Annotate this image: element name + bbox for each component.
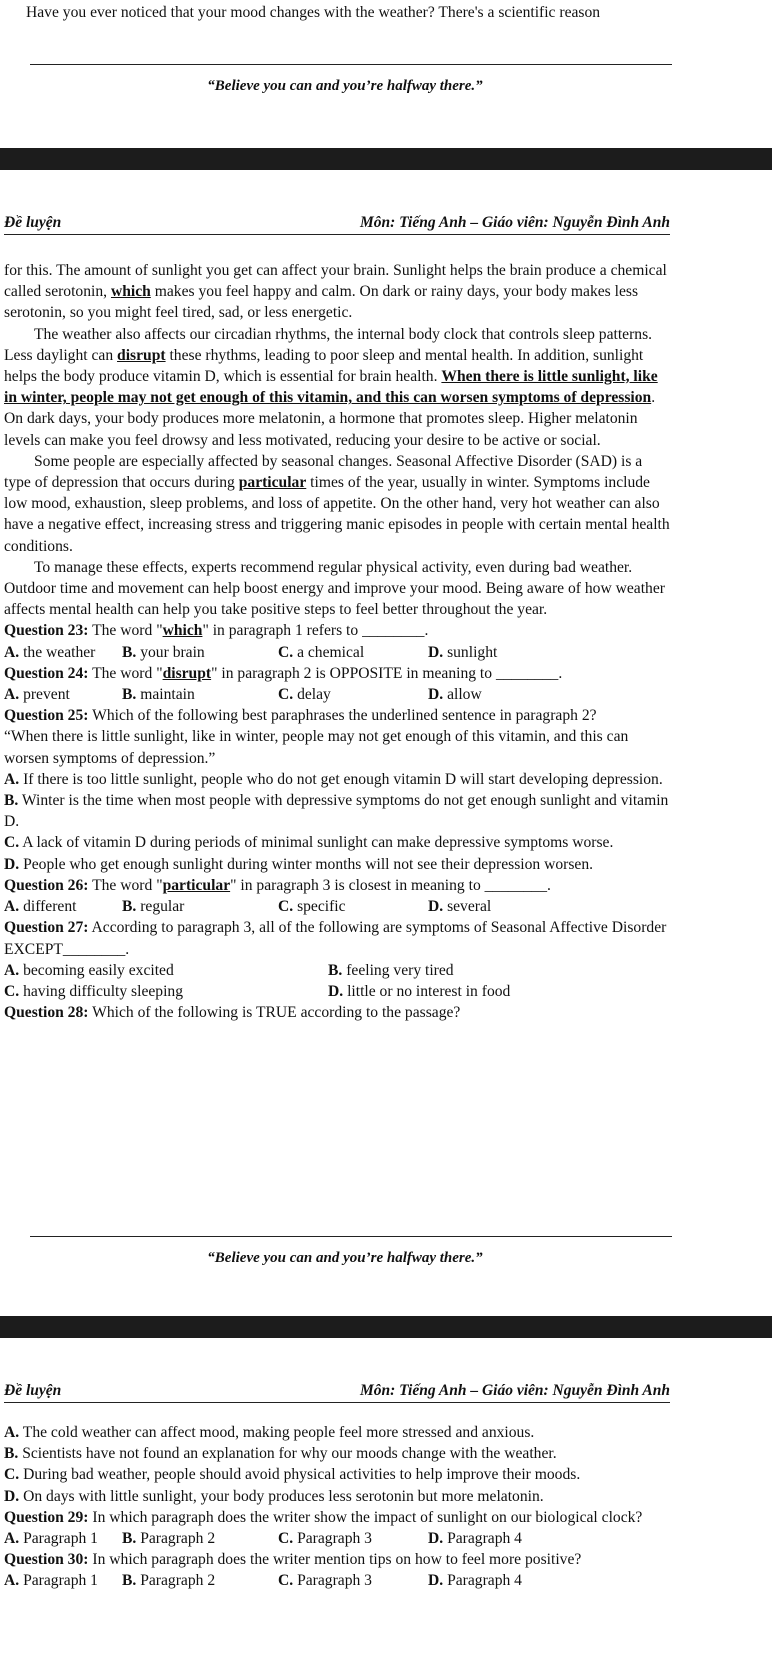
question-25: Question 25: Which of the following best paraphrases the underlined sentence in paragraph 2?	[4, 707, 597, 725]
option-d[interactable]: D. People who get enough sunlight during winter months will not see their depression worsen.	[4, 855, 594, 873]
option-a[interactable]: A. becoming easily excited	[4, 961, 174, 979]
option-b[interactable]: B. feeling very tired	[328, 961, 454, 979]
option-d[interactable]: D. On days with little sunlight, your body produces less serotonin but more melatonin.	[4, 1487, 544, 1505]
option-d[interactable]: D. sunlight	[428, 643, 498, 661]
question-25-quote: “When there is little sunlight, like in winter, people may not get enough of this vitamin, and this can worsen symptoms of depression.”	[4, 728, 629, 767]
underlined-sentence: When there is little sunlight, like in winter, people may not get enough of this vitamin, and this can worsen symptoms of depression	[4, 368, 658, 407]
option-a[interactable]: A. The cold weather can affect mood, making people feel more stressed and anxious.	[4, 1424, 535, 1441]
option-b[interactable]: B. regular	[122, 898, 185, 916]
option-a[interactable]: A. Paragraph 1	[4, 1530, 98, 1548]
question-24: Question 24: The word "disrupt" in paragraph 2 is OPPOSITE in meaning to ________.	[4, 664, 563, 682]
question-29: Question 29: In which paragraph does the writer show the impact of sunlight on our biological clock?	[4, 1508, 643, 1526]
option-c[interactable]: C. a chemical	[278, 643, 365, 661]
option-a[interactable]: A. prevent	[4, 686, 70, 704]
footer-rule	[30, 1236, 672, 1237]
option-d[interactable]: D. several	[428, 898, 492, 916]
question-30-options	[4, 1570, 670, 1591]
option-b[interactable]: B. Paragraph 2	[122, 1572, 216, 1590]
paragraph-3: Some people are especially affected by seasonal changes. Seasonal Affective Disorder (SAD) is a type of depression that occurs during particular times of the year, usually in winter. Symptoms include low mood, exhaustion, sleep problems, and loss of appetite. On the other hand, very hot weather can also have a negative effect, increasing stress and triggering manic episodes in people with certain mental health conditions.	[4, 452, 670, 555]
page-header	[4, 1380, 670, 1402]
motivational-quote: “Believe you can and you’re halfway there.”	[207, 1250, 483, 1266]
option-a[interactable]: A. the weather	[4, 643, 96, 661]
page-separator	[0, 148, 772, 170]
header-left: Đề luyện	[4, 1382, 62, 1399]
motivational-quote: “Believe you can and you’re halfway there.”	[207, 78, 483, 94]
passage-intro-line: Have you ever noticed that your mood changes with the weather? There's a scientific reason	[26, 4, 601, 21]
page-separator	[0, 1316, 772, 1338]
question-29-options	[4, 1528, 670, 1549]
option-a[interactable]: A. different	[4, 898, 77, 916]
question-24-options	[4, 684, 670, 705]
paragraph-1: for this. The amount of sunlight you get can affect your brain. Sunlight helps the brain produce a chemical called serotonin, which makes you feel happy and calm. On dark or rainy days, your body makes less serotonin, so you might feel tired, sad, or less energetic.	[4, 262, 667, 322]
page-2	[0, 170, 772, 1316]
underlined-disrupt: disrupt	[117, 346, 166, 364]
question-30: Question 30: In which paragraph does the writer mention tips on how to feel more positive?	[4, 1551, 582, 1569]
option-a[interactable]: A. Paragraph 1	[4, 1572, 98, 1590]
option-d[interactable]: D. little or no interest in food	[328, 982, 511, 1000]
option-b[interactable]: B. maintain	[122, 686, 195, 704]
question-27-options	[4, 960, 670, 1002]
underlined-particular: particular	[238, 474, 307, 492]
page-1	[0, 0, 772, 148]
question-26: Question 26: The word "particular" in paragraph 3 is closest in meaning to ________.	[4, 876, 551, 894]
questions-content	[4, 1422, 670, 1592]
header-rule	[4, 234, 670, 235]
option-b[interactable]: B. Winter is the time when most people with depressive symptoms do not get enough sunlight and vitamin D.	[4, 792, 669, 831]
option-c[interactable]: C. delay	[278, 686, 331, 704]
option-b[interactable]: B. your brain	[122, 643, 205, 661]
option-b[interactable]: B. Scientists have not found an explanation for why our moods change with the weather.	[4, 1445, 557, 1463]
option-c[interactable]: C. specific	[278, 898, 346, 916]
reading-content	[4, 260, 670, 1023]
question-27: Question 27: According to paragraph 3, all of the following are symptoms of Seasonal Affective Disorder EXCEPT________.	[4, 919, 667, 958]
option-c[interactable]: C. A lack of vitamin D during periods of minimal sunlight can make depressive symptoms worse.	[4, 834, 614, 852]
header-right: Môn: Tiếng Anh – Giáo viên: Nguyễn Đình Anh	[359, 214, 670, 231]
option-c[interactable]: C. Paragraph 3	[278, 1572, 372, 1590]
page-header	[4, 212, 670, 234]
paragraph-4: To manage these effects, experts recommend regular physical activity, even during bad weather. Outdoor time and movement can help boost energy and improve your mood. Being aware of how weather affects mental health can help you take positive steps to feel better throughout the year.	[4, 558, 665, 619]
option-b[interactable]: B. Paragraph 2	[122, 1530, 216, 1548]
option-c[interactable]: C. During bad weather, people should avoid physical activities to help improve their moods.	[4, 1466, 581, 1484]
option-c[interactable]: C. Paragraph 3	[278, 1530, 372, 1548]
question-28: Question 28: Which of the following is TRUE according to the passage?	[4, 1004, 461, 1022]
paragraph-2: The weather also affects our circadian rhythms, the internal body clock that controls sleep patterns. Less daylight can disrupt these rhythms, leading to poor sleep and mental health. In addition, sunlight helps the body produce vitamin D, which is essential for brain health. When there is little sunlight, like in winter, people may not get enough of this vitamin, and this can worsen symptoms of depression. On dark days, your body produces more melatonin, a hormone that promotes sleep. Higher melatonin levels can make you feel drowsy and less motivated, reducing your desire to be active or social.	[4, 325, 658, 449]
underlined-which: which	[110, 283, 151, 301]
footer-rule	[30, 64, 672, 65]
header-left: Đề luyện	[4, 214, 62, 231]
option-c[interactable]: C. having difficulty sleeping	[4, 982, 184, 1000]
header-right: Môn: Tiếng Anh – Giáo viên: Nguyễn Đình Anh	[359, 1382, 670, 1399]
question-23: Question 23: The word "which" in paragraph 1 refers to ________.	[4, 622, 429, 640]
option-d[interactable]: D. allow	[428, 686, 482, 704]
page-3	[0, 1338, 772, 1665]
option-d[interactable]: D. Paragraph 4	[428, 1530, 522, 1548]
option-d[interactable]: D. Paragraph 4	[428, 1572, 522, 1590]
option-a[interactable]: A. If there is too little sunlight, people who do not get enough vitamin D will start developing depression.	[4, 770, 663, 788]
header-rule	[4, 1402, 670, 1403]
question-23-options	[4, 642, 670, 663]
question-26-options	[4, 896, 670, 917]
